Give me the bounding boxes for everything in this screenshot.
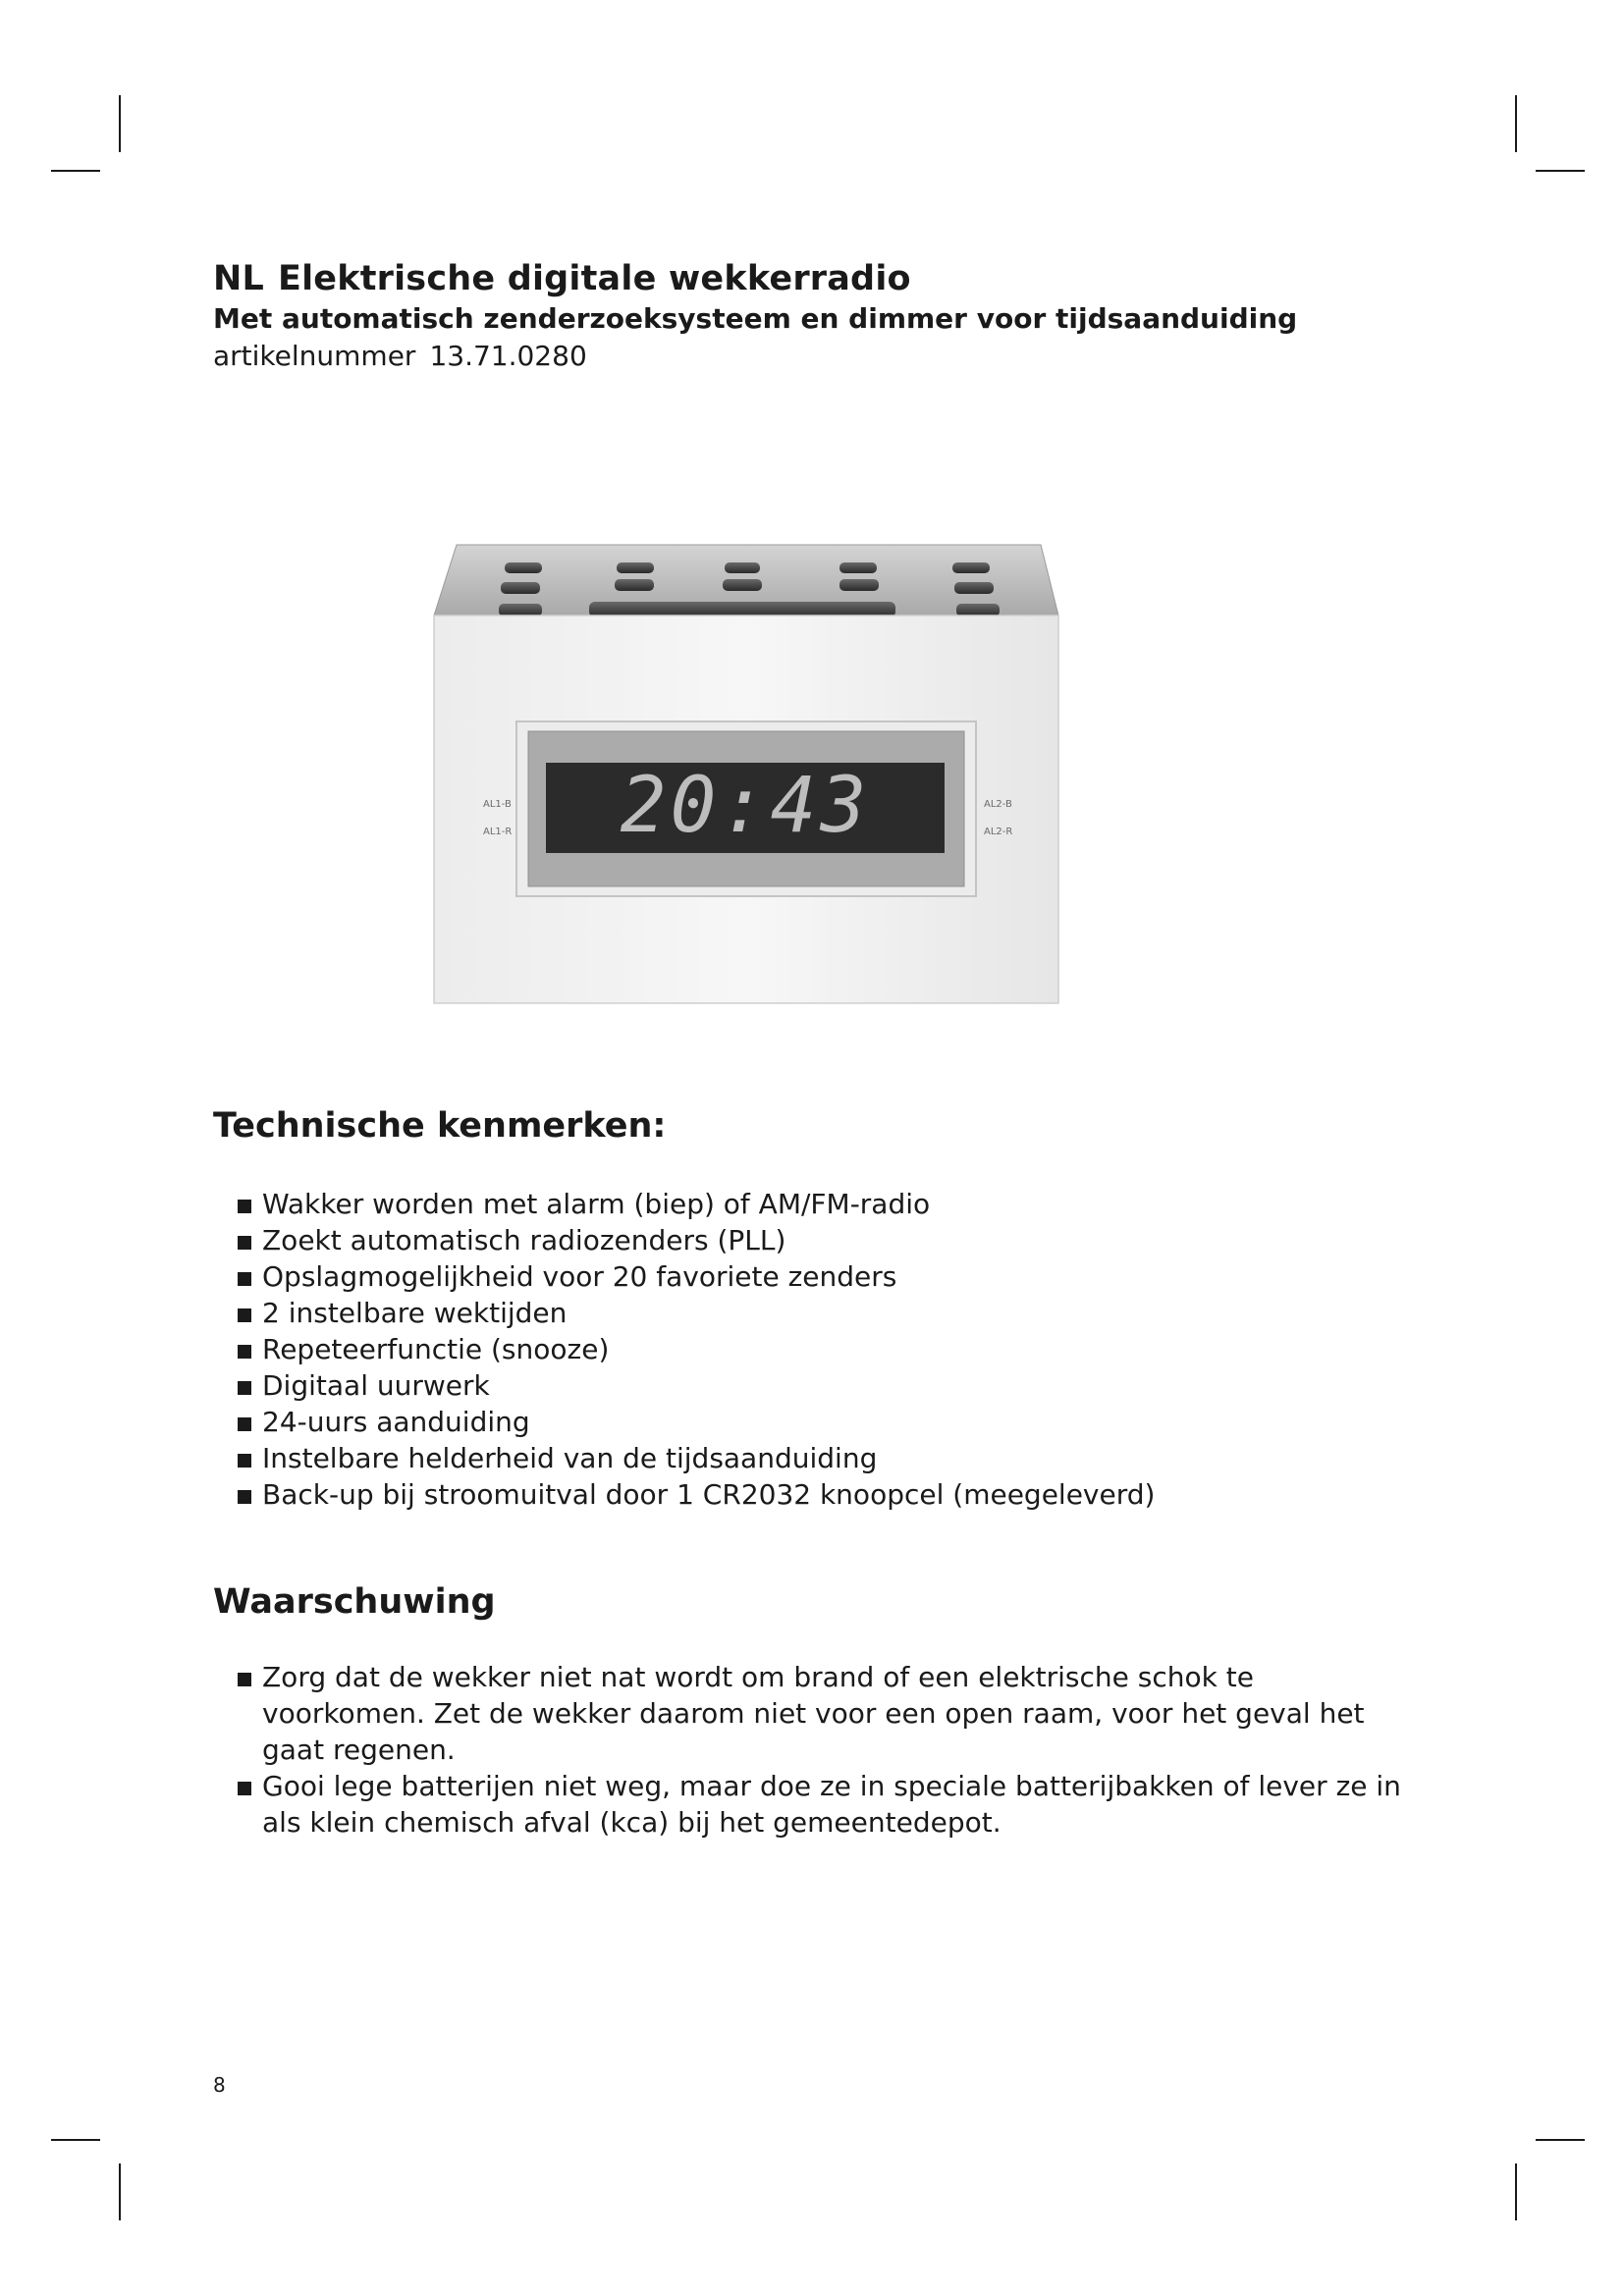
label-al2-b: AL2-B (984, 799, 1012, 810)
clock-radio-illustration (422, 535, 1060, 1016)
spec-item-text: Digitaal uurwerk (262, 1369, 490, 1402)
spec-item-text: Instelbare helderheid van de tijdsaanduiding (262, 1442, 878, 1474)
warning-item-text: Zorg dat de wekker niet nat wordt om brand of een elektrische schok te voorkomen. Zet de wekker daarom niet voor een open raam, voor het geval het gaat regenen. (262, 1661, 1365, 1766)
crop-mark (119, 2163, 121, 2220)
bullet-square-icon (238, 1272, 251, 1286)
specs-list (236, 1186, 1424, 1513)
spec-item-text: Wakker worden met alarm (biep) of AM/FM-radio (262, 1188, 931, 1220)
crop-mark (1515, 95, 1517, 152)
crop-mark (1536, 170, 1585, 172)
bullet-square-icon (238, 1782, 251, 1795)
bullet-square-icon (238, 1490, 251, 1504)
bullet-square-icon (238, 1236, 251, 1250)
document-header (213, 257, 1440, 375)
spec-item (236, 1367, 1424, 1404)
spec-item (236, 1404, 1424, 1440)
warning-item (236, 1659, 1414, 1768)
label-al1-b: AL1-B (483, 799, 512, 810)
bullet-square-icon (238, 1673, 251, 1686)
bullet-square-icon (238, 1381, 251, 1395)
language-code: NL (213, 259, 264, 298)
article-label: artikelnummer (213, 340, 416, 372)
crop-mark (51, 2139, 100, 2141)
label-al2-r: AL2-R (984, 827, 1013, 837)
page-number: 8 (213, 2073, 226, 2097)
spec-item (236, 1476, 1424, 1513)
spec-item (236, 1440, 1424, 1476)
article-number-line (213, 338, 1440, 375)
document-subtitle: Met automatisch zenderzoeksysteem en dimmer voor tijdsaanduiding (213, 302, 1298, 335)
bullet-square-icon (238, 1345, 251, 1359)
display-time: 20:43 (620, 762, 871, 850)
bullet-square-icon (238, 1200, 251, 1213)
bullet-square-icon (238, 1308, 251, 1322)
crop-mark (119, 95, 121, 152)
warning-item-text: Gooi lege batterijen niet weg, maar doe ze in speciale batterijbakken of lever ze in als klein chemisch afval (kca) bij het gemeentedepot. (262, 1770, 1401, 1839)
crop-mark (1536, 2139, 1585, 2141)
warning-heading: Waarschuwing (213, 1582, 496, 1622)
spec-item-text: Opslagmogelijkheid voor 20 favoriete zenders (262, 1260, 897, 1293)
warning-item (236, 1768, 1414, 1841)
bullet-square-icon (238, 1417, 251, 1431)
spec-item (236, 1258, 1424, 1295)
article-number: 13.71.0280 (429, 340, 587, 372)
document-title (213, 257, 1440, 300)
bullet-square-icon (238, 1454, 251, 1468)
product-image (422, 535, 1060, 1016)
title-text: Elektrische digitale wekkerradio (278, 259, 911, 298)
crop-mark (1515, 2163, 1517, 2220)
spec-item (236, 1295, 1424, 1331)
label-al1-r: AL1-R (483, 827, 513, 837)
spec-item-text: 24-uurs aanduiding (262, 1406, 530, 1438)
specs-heading: Technische kenmerken: (213, 1106, 667, 1146)
spec-item-text: Repeteerfunctie (snooze) (262, 1333, 610, 1365)
spec-item (236, 1331, 1424, 1367)
crop-mark (51, 170, 100, 172)
warning-list (236, 1659, 1414, 1841)
spec-item-text: Back-up bij stroomuitval door 1 CR2032 knoopcel (meegeleverd) (262, 1478, 1156, 1511)
spec-item-text: Zoekt automatisch radiozenders (PLL) (262, 1224, 786, 1256)
spec-item (236, 1222, 1424, 1258)
spec-item-text: 2 instelbare wektijden (262, 1297, 568, 1329)
spec-item (236, 1186, 1424, 1222)
